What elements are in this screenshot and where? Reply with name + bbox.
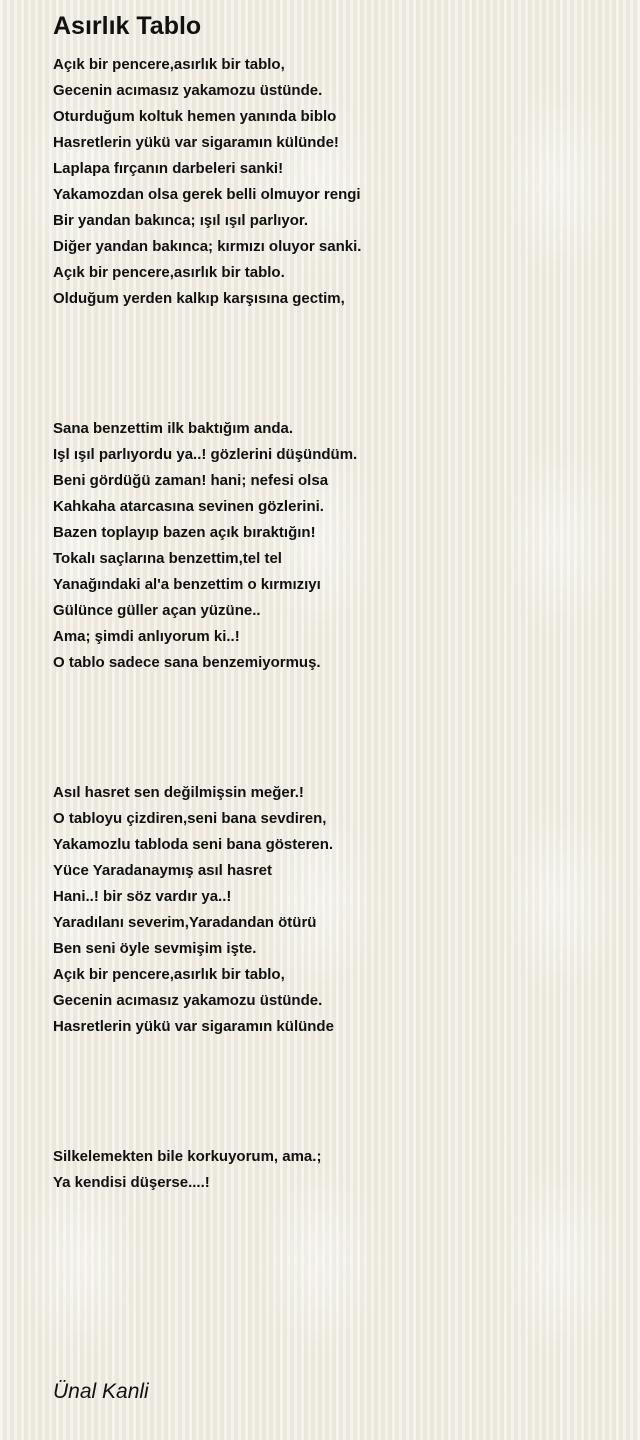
poem-line: Açık bir pencere,asırlık bir tablo, [53,56,285,73]
poem-line: Bir yandan bakınca; ışıl ışıl parlıyor. [53,212,309,229]
poem-line: Açık bir pencere,asırlık bir tablo. [53,264,285,281]
author-name: Ünal Kanli [53,1380,149,1403]
poem-line: Yanağındaki al'a benzettim o kırmızıyı [53,576,321,593]
poem-line: Diğer yandan bakınca; kırmızı oluyor sanki. [53,238,362,255]
poem-line: Gülünce güller açan yüzüne.. [53,602,261,619]
poem-line: Oturduğum koltuk hemen yanında biblo [53,108,337,125]
poem-line: Kahkaha atarcasına sevinen gözlerini. [53,498,324,515]
poem-line: Silkelemekten bile korkuyorum, ama.; [53,1148,322,1165]
poem-line: Yakamozlu tabloda seni bana gösteren. [53,836,334,853]
poem-line: Hasretlerin yükü var sigaramın külünde [53,1018,334,1035]
poem-line: O tablo sadece sana benzemiyormuş. [53,654,321,671]
poem-body [53,52,613,1196]
poem-line: Asıl hasret sen değilmişsin meğer.! [53,784,304,801]
stanza-2 [53,416,613,676]
poem-line: Hani..! bir söz vardır ya..! [53,888,232,905]
poem-line: Yüce Yaradanaymış asıl hasret [53,862,273,879]
stanza-4 [53,1144,613,1196]
poem-line: Gecenin acımasız yakamozu üstünde. [53,82,323,99]
poem-title: Asırlık Tablo [53,12,202,40]
poem-line: Ya kendisi düşerse....! [53,1174,210,1191]
stanza-3 [53,780,613,1040]
poem-line: Ama; şimdi anlıyorum ki..! [53,628,240,645]
poem-line: O tabloyu çizdiren,seni bana sevdiren, [53,810,327,827]
poem-line: Beni gördüğü zaman! hani; nefesi olsa [53,472,329,489]
poem-line: Olduğum yerden kalkıp karşısına gectim, [53,290,345,307]
poem-line: Tokalı saçlarına benzettim,tel tel [53,550,282,567]
poem-line: Yakamozdan olsa gerek belli olmuyor rengi [53,186,361,203]
poem-line: Işl ışıl parlıyordu ya..! gözlerini düşündüm. [53,446,358,463]
poem-line: Ben seni öyle sevmişim işte. [53,940,257,957]
poem-line: Gecenin acımasız yakamozu üstünde. [53,992,323,1009]
poem-line: Bazen toplayıp bazen açık bıraktığın! [53,524,316,541]
poem-line: Laplapa fırçanın darbeleri sanki! [53,160,284,177]
poem-line: Açık bir pencere,asırlık bir tablo, [53,966,285,983]
stanza-1 [53,52,613,312]
poem-line: Yaradılanı severim,Yaradandan ötürü [53,914,317,931]
poem-line: Hasretlerin yükü var sigaramın külünde! [53,134,339,151]
poem-line: Sana benzettim ilk baktığım anda. [53,420,294,437]
